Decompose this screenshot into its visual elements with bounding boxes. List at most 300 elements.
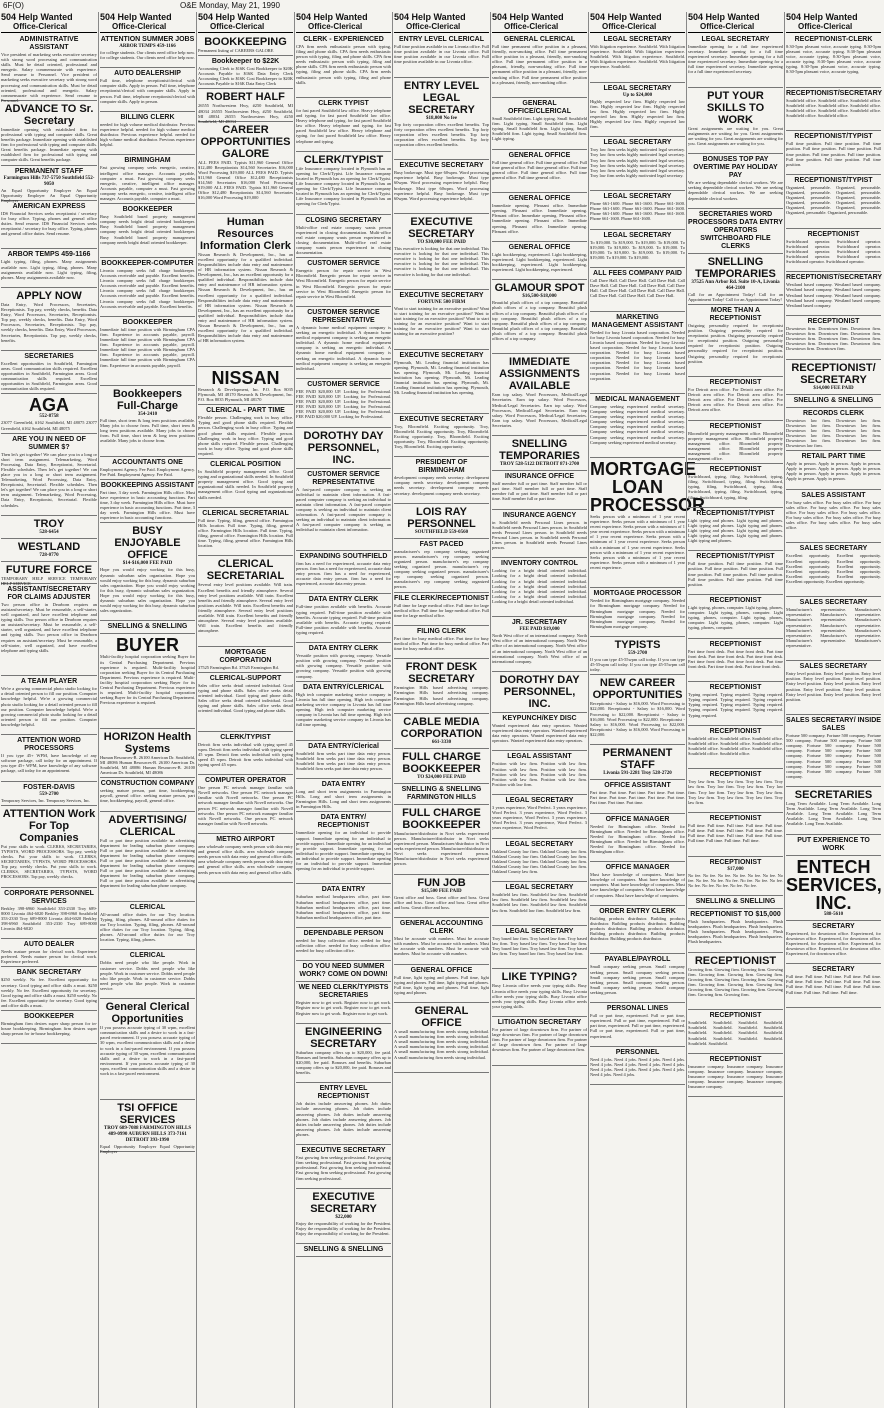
ad-body: ALL FEES PAID. Typists $11,960 General Office $12,480 Receptionists $14,560 Secretaries $16,000 Word Processing $19,000 ALL FEES PAID. Typists $11,960 General Office $12,480 Receptionists $14,560 Secretaries $16,000 Word Processing $19,000 ALL FEES PAID. Typists $11,960 General Office $12,480 Receptionists $14,560 Secretaries $16,000 Word Processing $19,000 xyxy=(198,159,293,201)
ad-body: Farmington Hills based advertising company. Farmington Hills based advertising company. Farmington Hills based advertising company. Farmington Hills based advertising company. xyxy=(394,685,489,706)
ad-headline: CLERK/TYPIST xyxy=(220,733,271,741)
ad-body: A fast-paced computer company is seeking an individual to maintain client information. A fast-paced computer company is seeking an individual to maintain client information. A fast-paced computer company is seeking an individual to maintain client information. A fast-paced computer company is seeking an individual to maintain client information. A fast-paced computer company is seeking an individual to maintain client information. xyxy=(296,486,391,533)
ad-headline: BILLING CLERK xyxy=(120,113,175,121)
ad-body: Plymouth, Mi. Leading financial institution has opening. Plymouth, Mi. Leading financial institution has opening. Plymouth, Mi. Leading financial institution has opening. Plymouth, Mi. Leading financial institution has opening. Plymouth, Mi. Leading financial institution has opening. Plymouth, Mi. Leading financial institution has opening. xyxy=(394,359,489,396)
ad-headline: RECEPTIONIST xyxy=(709,640,762,648)
ad-headline: RECEPTIONIST-CLERK xyxy=(794,36,873,43)
ad-contact: 559-2700 xyxy=(627,651,648,657)
ad-body: Position with law firm. Position with law firm. Position with law firm. Position with law firm. Position with law firm. Position with law firm. Position with law firm. Position with law firm. Position with law firm. xyxy=(492,761,587,787)
classified-ad xyxy=(394,35,489,78)
classified-ad xyxy=(394,715,489,749)
classified-ad xyxy=(296,813,391,884)
ad-headline: GENERAL OFFICE xyxy=(410,966,473,974)
classified-ad xyxy=(394,660,489,714)
ad-headline: PUT EXPERIENCE TO WORK xyxy=(797,836,870,852)
ad-body: An Equal Opportunity Employer An Equal Opportunity Employer An Equal Opportunity Employer xyxy=(1,187,97,203)
classified-ad xyxy=(100,458,195,480)
section-title: 504 Help Wanted xyxy=(296,12,368,22)
ad-headline: ARBOR TEMPS 459-1166 xyxy=(7,251,91,259)
classified-ad xyxy=(688,683,783,726)
ad-headline: LITIGATION SECRETARY xyxy=(497,1019,582,1026)
classified-ad xyxy=(786,361,881,395)
classified-ad xyxy=(394,215,489,290)
section-heading xyxy=(296,12,391,33)
ad-body: Immediate opening with established firm for professional with typing and computer skills. Great benefits package. Immediate opening with established firm for professional with typing and computer skills. Great benefits package. Immediate opening with established firm for professional with typing and computer skills. Great benefits package. xyxy=(1,126,97,163)
classified-ad xyxy=(590,269,685,312)
ad-body: Full time. Full time. Full time. Full time. Full time. Full time. Full time. Full time. Full time. Full time. Full time. Full time. Full time. Full time. Full time. Full time. Full time. Full time. Full time. xyxy=(786,974,881,995)
ad-headline: CLERICAL-SUPPORT xyxy=(209,674,282,682)
ad-body: For busy sales office. For busy sales office. For busy sales office. For busy sales office. For busy sales office. For busy sales office. For busy sales office. For busy sales office. For busy sales office. For busy sales office. For busy sales office. For busy sales office. xyxy=(786,499,881,531)
classified-ad xyxy=(688,378,783,421)
ad-body: Light bookkeeping, experienced. Light bookkeeping, experienced. Light bookkeeping, experienced. Light bookkeeping, experienced. Light bookkeeping, experienced. Light bookkeeping, experienced. xyxy=(492,251,587,273)
ad-body: Job duties include answering phones. Job duties include answering phones. Job duties include answering phones. Job duties include answering phones. Job duties include answering phones. Job duties include answering phones. Job duties include answering phones. Job duties include answering phones. xyxy=(296,1101,391,1137)
ad-headline: BIRMINGHAM xyxy=(124,157,171,165)
classified-ad xyxy=(492,970,587,1017)
classified-column xyxy=(784,12,882,1408)
ad-body: Phone 661-1600. Phone 661-1600. Phone 661-1600. Phone 661-1600. Phone 661-1600. Phone 661-1600. Phone 661-1600. Phone 661-1600. Phone 661-1600. Phone 661-1600. Phone 661-1600. xyxy=(590,201,685,222)
classified-ad xyxy=(100,35,195,68)
classified-ad xyxy=(198,215,293,367)
ad-body: Two person office in Dearborn requires an assistant/secretary. Must be reasonable, a self-starter, well organized, and have excellent telephone and typing skills. Two person office in Dearborn requires an assistant/secretary. Must be reasonable, a self-starter, well organized, and have excellent telephone and typing skills. Two person office in Dearborn requires an assistant/secretary. Must be reasonable, a self-starter, well organized, and have excellent telephone and typing skills. xyxy=(1,601,97,653)
ad-headline: GENERAL ACCOUNTING CLERK xyxy=(399,920,484,936)
ad-headline: SECRETARY xyxy=(812,966,855,974)
ad-headline: PAYABLE/PAYROLL xyxy=(604,956,671,964)
ad-body: for college students. Our clients need office help now. for college students. Our clients need office help now. xyxy=(100,50,195,61)
ad-contact: TO $24,000 FEE PAID xyxy=(417,774,466,780)
ad-headline: RECEPTIONIST xyxy=(709,422,762,430)
section-subtitle: Office-Clerical xyxy=(13,22,68,31)
ad-headline: JR. SECRETARY xyxy=(511,619,568,627)
ad-body: Manufacturer's representative. Manufacturer's representative. Manufacturer's representative. Manufacturer's representative. Manufacturer's representative. Manufacturer's representative. Manufacturer's representative. Manufacturer's representative. Manufacturer's representative. Manufacturer's representative. Manufacturer's representative. xyxy=(786,607,881,648)
classified-ad xyxy=(492,927,587,970)
ad-headline: CLERICAL xyxy=(129,952,166,960)
ad-headline: CUSTOMER SERVICE REPRESENTATIVE xyxy=(307,470,380,486)
ad-headline: DOROTHY DAY PERSONNEL, INC. xyxy=(303,429,384,466)
ad-headline: RECEPTIONIST xyxy=(807,230,860,238)
ad-body: Southfield office. Southfield office. Southfield office. Southfield office. Southfield office. Southfield office. Southfield office. Southfield office. Southfield office. Southfield office. Southfield office. xyxy=(786,97,881,119)
ad-headline: KEYPUNCH/KEY DISC xyxy=(502,714,577,722)
classified-ad xyxy=(296,742,391,780)
classified-ad xyxy=(296,885,391,928)
ad-body: Enjoy the responsibility of working for the President. Enjoy the responsibility of working for the President. Enjoy the responsibility of working for the President. xyxy=(296,1220,391,1236)
ad-headline: RECEPTIONIST xyxy=(709,1055,762,1063)
classified-ad xyxy=(198,460,293,508)
ad-headline: LEGAL ASSISTANT xyxy=(507,753,572,761)
ad-body: Energetic person for repair service in West Bloomfield. Energetic person for repair service in West Bloomfield. Energetic person for repair service in West Bloomfield. Energetic person for repair service in West Bloomfield. Energetic person for repair service in West Bloomfield. xyxy=(296,268,391,299)
classified-ad xyxy=(688,640,783,683)
ad-body: Oakland County law firm. Oakland County law firm. Oakland County law firm. Oakland County law firm. Oakland County law firm. Oakland County law firm. Oakland County law firm. Oakland County law firm. Oakland County law firm. xyxy=(492,848,587,874)
classified-ad xyxy=(590,35,685,83)
classified-ad xyxy=(100,205,195,258)
ad-headline: PUT YOUR SKILLS TO WORK xyxy=(706,89,765,126)
ad-headline: FUN JOB xyxy=(417,876,466,889)
ad-body: For Detroit area office. For Detroit area office. For Detroit area office. For Detroit area office. For Detroit area office. For Detroit area office. For Detroit area office. For Detroit area office. For Detroit area office. xyxy=(688,386,783,413)
ad-headline: EXECUTIVE SECRETARY xyxy=(399,415,484,423)
classified-ad xyxy=(688,155,783,209)
ad-body: Full time for large medical office. Full time for large medical office. Full time for large medical office. Full time for large medical office. xyxy=(394,602,489,618)
ad-body: Need 4 jobs. Need 4 jobs. Need 4 jobs. Need 4 jobs. Need 4 jobs. Need 4 jobs. Need 4 jobs. Need 4 jobs. Need 4 jobs. Need 4 jobs. Need 4 jobs. Need 4 jobs. Need 4 jobs. Need 4 jobs. xyxy=(590,1056,685,1078)
ad-contact: $16,500-$18,000 xyxy=(522,294,557,300)
classified-ad xyxy=(394,806,489,875)
classified-ad xyxy=(296,683,391,741)
ad-headline: SECRETARY xyxy=(812,922,855,930)
ad-headline: ADVANCE TO Sr. Secretary xyxy=(4,102,94,127)
ad-headline: ENTECH SERVICES, INC. xyxy=(786,856,882,913)
ad-headline: ATTENTION Work For Top Companies xyxy=(2,807,96,844)
ad-headline: ORDER ENTRY CLERK xyxy=(599,907,676,915)
ad-headline: RECEPTIONIST/TYPIST xyxy=(794,133,873,141)
ad-headline: TYPISTS xyxy=(614,639,661,652)
ad-headline: ENTRY LEVEL CLERICAL xyxy=(398,36,485,43)
ad-body: Berkley 398-6960 Southfield 353-2330 Troy 689-8000 Livonia 464-6020 Berkley 398-6960 Southfield 353-2330 Troy 689-8000 Livonia 464-6020 Berkley 398-6960 Southfield 353-2330 Troy 689-8000 Livonia 464-6020 xyxy=(1,905,97,931)
ad-body: Versatile position with growing company. Versatile position with growing company. Versatile position with growing company. Versatile position with growing company. Versatile position with growing company. xyxy=(296,653,391,679)
ad-body: Great office and boss. Great office and boss. Great office and boss. Great office and boss. Great office and boss. Great office and boss. xyxy=(394,894,489,910)
ad-headline: RECEPTIONIST xyxy=(709,596,762,604)
ad-contact: $18,000 No fee xyxy=(426,115,457,121)
section-subtitle: Office-Clerical xyxy=(602,22,657,31)
ad-body: Call for an Appointment Today! Call for an Appointment Today! Call for an Appointment Today! xyxy=(688,291,783,302)
ad-headline: SNELLING TEMPORARIES xyxy=(695,255,776,280)
classified-ad xyxy=(786,273,881,316)
ad-body: Want to start training for an executive position? Want to start training for an executive position? Want to start training for an executive position? Want to start training for an executive position? Want to start training for an executive position? Want to start training for an executive position? xyxy=(394,305,489,337)
classified-ad xyxy=(1,435,97,516)
ad-body: $250 weekly. No fee. Excellent opportunity for secretary. Good typing and office skills a must. $250 weekly. No fee. Excellent opportunity for secretary. Good typing and office skills a must. $250 weekly. No fee. Excellent opportunity for secretary. Good typing and office skills a must. xyxy=(1,977,97,1008)
classified-ad xyxy=(688,814,783,857)
ad-body: Full time, light typing and phones. Full time, light typing and phones. Full time, light typing and phones. Full time, light typing and phones. Full time, light typing and phones. xyxy=(394,974,490,995)
classified-ad xyxy=(394,291,489,350)
ad-body: for fast paced Southfield law office. Heavy telephone and typing. for fast paced Southfield law office. Heavy telephone and typing. for fast paced Southfield law office. Heavy telephone and typing. for fast paced Southfield law office. Heavy telephone and typing. for fast paced Southfield law office. Heavy telephone and typing. xyxy=(296,108,391,144)
ad-body: in Southfield needs Personal Lines person. in Southfield needs Personal Lines person. in Southfield needs Personal Lines person. in Southfield needs Personal Lines person. in Southfield needs Personal Lines person. in Southfield needs Personal Lines person. xyxy=(492,519,587,551)
ad-headline: EXECUTIVE SECRETARY xyxy=(399,351,484,359)
classified-ad xyxy=(296,99,391,152)
classified-ad xyxy=(590,458,706,588)
classified-column xyxy=(392,12,490,1408)
classified-ad xyxy=(786,317,881,360)
ad-body: Multi-facility hospital corporation seeking Buyer for its Central Purchasing Department. Previous experience is required. Multi-facility hospital corporation seeking Buyer for its Central Purchasing Department. Previous experience is required. Multi-facility hospital corporation seeking Buyer for its Central Purchasing Department. Previous experience is required. Multi-facility hospital corporation seeking Buyer for its Central Purchasing Department. Previous experience is required. xyxy=(100,654,195,706)
ad-body: We're a growing commercial photo studio looking for a detail oriented person to fill our position. Computer knowledge helpful. We're a growing commercial photo studio looking for a detail oriented person to fill our position. Computer knowledge helpful. We're a growing commercial photo studio looking for a detail oriented person to fill our position. Computer knowledge helpful. xyxy=(1,686,97,727)
ad-contact: SOUTHFIELD 559-0560 xyxy=(414,529,469,535)
ad-body: Downtown firm. Downtown firm. Downtown firm. Downtown firm. Downtown firm. Downtown firm. Downtown firm. Downtown firm. Downtown firm. Downtown firm. Downtown firm. Downtown firm. Downtown firm. Downtown firm. xyxy=(786,325,881,352)
classified-ad xyxy=(100,779,195,811)
ad-headline: CLOSING SECRETARY xyxy=(305,216,382,224)
ad-body: Busy brokerage. Must type 60wpm. Word processing experience helpful. Busy brokerage. Must type 60wpm. Word processing experience helpful. Busy brokerage. Must type 60wpm. Word processing experience helpful. Busy brokerage. Must type 60wpm. Word processing experience helpful. xyxy=(394,170,489,201)
ad-headline: SNELLING & SNELLING xyxy=(695,897,776,905)
classified-ad xyxy=(1,250,97,288)
section-title: 504 Help Wanted xyxy=(100,12,172,22)
classified-ad xyxy=(492,281,587,354)
section-title: 504 Help Wanted xyxy=(1,12,73,22)
ad-body: Insurance company. Insurance company. Insurance company. Insurance company. Insurance company. Insurance company. Insurance company. Insurance company. Insurance company. Insurance company. Insurance company. xyxy=(688,1063,783,1090)
ad-body: Downtown law firm. Downtown law firm. Downtown law firm. Downtown law firm. Downtown law firm. Downtown law firm. Downtown law firm. Downtown law firm. Downtown law firm. Downtown law firm. Downtown law firm. xyxy=(786,417,881,449)
ad-headline: SNELLING TEMPORARIES xyxy=(499,438,580,463)
ad-body: Troy law firm seeks highly motivated legal secretary. Troy law firm seeks highly motivated legal secretary. Troy law firm seeks highly motivated legal secretary. Troy law firm seeks highly motivated legal secretary. Troy law firm seeks highly motivated legal secretary. Troy law firm seeks highly motivated legal secretary. xyxy=(590,147,685,178)
classified-ad xyxy=(492,883,587,926)
ad-headline: CUSTOMER SERVICE REPRESENTATIVE xyxy=(307,308,380,324)
classified-ad xyxy=(296,1146,391,1189)
classified-ad xyxy=(296,380,391,428)
ad-body: Data Entry, Word Processors, Secretaries, Receptionists. Top pay, weekly checks, benefits. Data Entry, Word Processors, Secretaries, Receptionists. Top pay, weekly checks, benefits. Data Entry, Word Processors, Secretaries, Receptionists. Top pay, weekly checks, benefits. Data Entry, Word Processors, Secretaries, Receptionists. Top pay, weekly checks, benefits. xyxy=(1,301,97,343)
classified-ad xyxy=(394,785,489,805)
ad-body: North West office of an international company. North West office of an international company. North West office of an international company. North West office of an international company. North West office of an international company. North West office of an international company. xyxy=(492,633,587,664)
ad-body: Southfield. Southfield. Southfield. Southfield. Southfield. Southfield. Southfield. Southfield. Southfield. Southfield. Southfield. Southfield. Southfield. Southfield. Southfield. Southfield. Southfield. Southfield. xyxy=(688,1020,783,1046)
classified-ad xyxy=(198,776,293,834)
ad-contact: $14-$16,000 FEE PAID xyxy=(122,561,173,567)
ad-headline: BOOKKEEPER xyxy=(122,206,173,214)
ad-headline: EXECUTIVE SECRETARY xyxy=(399,291,484,299)
ad-body: Flexible person. Challenging work in busy office. Typing and good phone skills required. Flexible person. Challenging work in busy office. Typing and good phone skills required. Flexible person. Challenging work in busy office. Typing and good phone skills required. Flexible person. Challenging work in busy office. Typing and good phone skills required. xyxy=(198,415,293,456)
section-subtitle: Office-Clerical xyxy=(112,22,167,31)
classified-ad xyxy=(786,598,881,661)
ad-body: Dobbs need people who like people. Work in customer service. Dobbs need people who like people. Work in customer service. Dobbs need people who like people. Work in customer service. Dobbs need people who like people. Work in customer service. xyxy=(100,960,195,991)
ad-headline: BOOKKEEPING xyxy=(204,36,287,48)
ad-body: Full-time position available with benefits. Accurate typing required. Full-time position available with benefits. Accurate typing required. Full-time position available with benefits. Accurate typing required. Full-time position available with benefits. Accurate typing required. xyxy=(296,604,391,635)
ad-body: Full time position. Full time position. Full time position. Full time position. Full time position. Full time position. Full time position. Full time position. Full time position. Full time position. Full time position. xyxy=(786,141,881,167)
ad-body: IDS Financial Services seeks receptionist / secretary for busy office. Typing, phones and general office duties. Send resume. IDS Financial Services seeks receptionist / secretary for busy office. Typing, phones and general office duties. Send resume. xyxy=(1,210,97,237)
ad-body: Manufacturer/distributor in Novi seeks experienced person. Manufacturer/distributor in Novi seeks experienced person. Manufacturer/distributor in Novi seeks experienced person. Manufacturer/distributor in Novi seeks experienced person. Manufacturer/distributor in Novi seeks experienced person. xyxy=(394,830,489,867)
classified-ad xyxy=(688,1011,783,1054)
ad-headline: CLERICAL SECRETARIAL xyxy=(202,509,289,517)
ad-headline: A TEAM PLAYER xyxy=(20,678,78,686)
ad-headline: BUSY ENJOYABLE OFFICE xyxy=(114,525,181,562)
classified-ad xyxy=(492,194,587,242)
ad-body: Immediate opening for an individual to provide support. Immediate opening for an individual to provide support. Immediate opening for an individual to provide support. Immediate opening for an individual to provide support. Immediate opening for an individual to provide support. Immediate opening for an individual to provide support. Immediate opening for an individual to provide support. xyxy=(296,830,391,872)
ad-body: Immediate opening. Pleasant office. Immediate opening. Pleasant office. Immediate opening. Pleasant office. Immediate opening. Pleasant office. Immediate opening. Pleasant office. Immediate opening. Pleasant office. Immediate opening. Pleasant office. xyxy=(492,203,587,234)
ad-headline: RECEPTIONIST xyxy=(694,954,777,967)
classified-ad xyxy=(590,1048,685,1086)
ad-body: Seeks person with a minimum of 1 year recent experience. Seeks person with a minimum of 1 year recent experience. Seeks person with a minimum of 1 year recent experience. Seeks person with a minimum of 1 year recent experience. Seeks person with a minimum of 1 year recent experience. Seeks person with a minimum of 1 year recent experience. Seeks person with a minimum of 1 year recent experience. Seeks person with a minimum of 1 year recent experience. Seeks person with a minimum of 1 year recent experience. xyxy=(590,513,685,570)
classified-ad xyxy=(296,1245,391,1257)
classified-ad xyxy=(100,156,195,204)
ad-headline: RECEPTIONIST xyxy=(807,317,860,325)
classified-ad xyxy=(394,505,489,539)
classified-ad xyxy=(590,313,685,394)
ad-body: This executive is looking for that one individual. This executive is looking for that one individual. This executive is looking for that one individual. This executive is looking for that one individual. This executive is looking for that one individual. This executive is looking for that one individual. xyxy=(394,246,489,277)
ad-headline: SNELLING & SNELLING FARMINGTON HILLS xyxy=(401,785,482,801)
ad-headline: FUTURE FORCE xyxy=(5,563,93,576)
ad-headline: RECEPTIONIST xyxy=(709,378,762,386)
classified-ad xyxy=(786,176,881,229)
ad-headline: RETAIL PART TIME xyxy=(801,453,866,461)
ad-body: Needed for busy Livonia based corporation. Needed for busy Livonia based corporation. Needed for busy Livonia based corporation. Needed for busy Livonia based corporation. Needed for busy Livonia based corporation. Needed for busy Livonia based corporation. Needed for busy Livonia based corporation. Needed for busy Livonia based corporation. Needed for busy Livonia based corporation. Needed for busy Livonia based corporation. xyxy=(590,329,685,381)
classified-ad xyxy=(492,673,587,713)
ad-headline: LEGAL SECRETARY xyxy=(603,84,672,92)
ad-body: If you can type 45-55wpm call today. If you can type 45-55wpm call today. If you can type 45-55wpm call today. xyxy=(590,657,685,673)
ad-body: Southfield office. Southfield office. Southfield office. Southfield office. Southfield office. Southfield office. Southfield office. Southfield office. Southfield office. Southfield office. Southfield office. xyxy=(688,735,783,757)
classified-ad xyxy=(296,216,391,259)
ad-body: Light typing and phones. Light typing and phones. Light typing and phones. Light typing and phones. Light typing and phones. Light typing and phones. Light typing and phones. Light typing and phones. Light typing and phones. xyxy=(688,517,783,544)
ad-contact: TO $30,000 FEE PAID xyxy=(417,240,466,246)
classified-ad xyxy=(296,308,391,379)
ad-body: Small Southfield firm. Light typing. Small Southfield firm. Light typing. Small Southfield firm. Light typing. Small Southfield firm. Light typing. Small Southfield firm. Light typing. Small Southfield firm. Light typing. xyxy=(492,116,587,142)
ad-headline: ATTENTION SUMMER JOBS xyxy=(100,36,195,43)
ad-body: A small manufacturing firm needs strong individual. A small manufacturing firm needs strong individual. A small manufacturing firm needs strong individual. A small manufacturing firm needs strong individual. A small manufacturing firm needs strong individual. A small manufacturing firm needs strong individual. xyxy=(394,1029,489,1060)
ad-headline: DEPENDABLE PERSON xyxy=(303,930,384,937)
ad-headline: DO YOU NEED SUMMER WORK? COME ON DOWN! xyxy=(299,963,388,979)
ad-headline: INSURANCE OFFICE xyxy=(504,473,575,481)
ad-headline: OFFICE MANAGER xyxy=(605,864,670,872)
ad-body: Entry level position. Entry level position. Entry level position. Entry level position. Entry level position. Entry level position. Entry level position. Entry level position. Entry level position. Entry level position. Entry level position. Entry level position. Entry level position. xyxy=(786,671,881,702)
classified-ad xyxy=(1,102,97,166)
ad-headline: GENERAL CLERICAL xyxy=(503,36,576,43)
section-subtitle: Office-Clerical xyxy=(308,22,363,31)
classified-ad xyxy=(492,840,587,883)
ad-body: Research & Development, Inc. P.O. Box 8035 Plymouth, MI 48170 Research & Development, Inc. P.O. Box 8035 Plymouth, MI 48170 xyxy=(198,386,293,403)
classified-ad xyxy=(100,730,195,778)
section-title: 504 Help Wanted xyxy=(198,12,270,22)
ad-body: Detroit firm seeks individual with typing speed 45 wpm. Detroit firm seeks individual with typing speed 45 wpm. Detroit firm seeks individual with typing speed 45 wpm. Detroit firm seeks individual with typing speed 45 wpm. xyxy=(198,741,293,767)
ad-headline: PERMANENT STAFF xyxy=(14,167,84,175)
section-title: 504 Help Wanted xyxy=(590,12,662,22)
ad-headline: GENERAL OFFICE xyxy=(508,243,571,251)
ad-contact: $14,000 FEE PAID xyxy=(813,385,854,391)
classified-ad xyxy=(100,903,195,951)
ad-headline: CLERICAL POSITION xyxy=(210,461,281,469)
ad-body: If you type 45+ WPM, have knowledge of any software package, call today for an appointment. If you type 45+ WPM, have knowledge of any software package, call today for an appointment. xyxy=(1,753,97,774)
ad-headline: PERMANENT STAFF xyxy=(602,747,673,772)
ad-body: Light typing, phones, computer. Light typing, phones, computer. Light typing, phones, computer. Light typing, phones, computer. Light typing, phones, computer. Light typing, phones, computer. Light typing, phones, computer. xyxy=(688,604,783,631)
ad-headline: CAREER OPPORTUNITIES GALORE xyxy=(200,123,291,160)
ad-headline: BOOKKEEPING ASSISTANT xyxy=(100,481,195,489)
classified-ad xyxy=(688,1055,783,1098)
classified-ad xyxy=(786,491,881,544)
classified-ad xyxy=(100,113,195,156)
ad-headline: EXECUTIVE SECRETARY xyxy=(399,162,484,170)
ad-headline: ALL FEES COMPANY PAID xyxy=(593,270,682,278)
ad-headline: CONSTRUCTION COMPANY xyxy=(100,780,195,788)
ad-contact: Up to $24,000 xyxy=(622,92,653,98)
ad-headline: DATA ENTRY CLERK xyxy=(308,645,379,653)
section-title: 504 Help Wanted xyxy=(394,12,466,22)
classified-ad xyxy=(786,857,881,921)
ad-headline: OFFICE ASSISTANT xyxy=(604,782,671,790)
ad-body: Full or part time, experienced. Full or part time, experienced. Full or part time, experienced. Full or part time, experienced. Full or part time, experienced. Full or part time, experienced. Full or part time, experienced. xyxy=(590,1013,685,1039)
classified-ad xyxy=(198,835,293,883)
classified-ad xyxy=(786,396,881,408)
classified-ad xyxy=(590,638,685,675)
ad-headline: FULL CHARGE BOOKKEEPER xyxy=(402,750,481,775)
classified-ad xyxy=(786,922,881,965)
classified-ad xyxy=(492,1018,587,1066)
classified-ad xyxy=(590,781,685,813)
classified-ad xyxy=(198,368,293,405)
classified-ad xyxy=(590,231,685,269)
ad-headline: GENERAL OFFICE/CLERICAL xyxy=(508,100,571,115)
classified-ad xyxy=(100,481,195,524)
ad-body: Then let's get together! We can place you in a long or short term assignment. Telemarketing, Word Processing, Data Entry, Receptionist, Secretarial. Flexible schedules. Then let's get together! We can place you in a long or short term assignment. Telemarketing, Word Processing, Data Entry, Receptionist, Secretarial. Flexible schedules. Then let's get together! We can place you in a long or short term assignment. Telemarketing, Word Processing, Data Entry, Receptionist, Secretarial. Flexible schedules. xyxy=(1,451,97,508)
classified-ad xyxy=(786,35,881,88)
ad-body: Experienced, for downtown office. Experienced, for downtown office. Experienced, for downtown office. Experienced, for downtown office. Experienced, for downtown office. Experienced, for downtown office. Experienced, for downtown office. xyxy=(786,930,881,957)
ad-body: Long Term Available. Long Term Available. Long Term Available. Long Term Available. Long Term Available. Long Term Available. Long Term Available. Long Term Available. Long Term Available. Long Term Available. xyxy=(786,801,881,827)
classified-ad xyxy=(296,962,391,982)
ad-headline: MEDICAL MANAGEMENT xyxy=(595,395,680,403)
ad-body: For partner of large downtown firm. For partner of large downtown firm. For partner of large downtown firm. For partner of large downtown firm. For partner of large downtown firm. For partner of large downtown firm. For partner of large downtown firm. xyxy=(492,1027,587,1053)
classified-ad xyxy=(1,736,97,782)
ad-headline: LEGAL SECRETARY xyxy=(505,840,574,848)
ad-headline: RECEPTIONIST/SECRETARY xyxy=(786,89,883,97)
ad-body: Suburban medical headquarters office, part time. Suburban medical headquarters office, part time. Suburban medical headquarters office, part time. Suburban medical headquarters office, part time. Suburban medical headquarters office, part time. xyxy=(296,894,391,920)
ad-headline: CLERICAL xyxy=(129,903,166,911)
classified-ad xyxy=(100,1000,195,1099)
ad-headline: AUTO DEALERSHIP xyxy=(114,70,181,78)
classified-ad xyxy=(296,470,391,551)
classified-ad xyxy=(688,422,783,465)
ad-headline: RECEPTIONIST xyxy=(709,771,762,779)
ad-body: Immediate full time position with Birmingham CPA firm. Experience in accounts payable, payroll. Immediate full time position with Birmingham CPA firm. Experience in accounts payable, payroll. Immediate full time position with Birmingham CPA firm. Experience in accounts payable, payroll. Immediate full time position with Birmingham CPA firm. Experience in accounts payable, payroll. xyxy=(100,326,195,368)
classified-ad xyxy=(1,807,97,888)
ad-body: Wanted experienced data entry operators. Wanted experienced data entry operators. Wanted experienced data entry operators. Wanted experienced data entry operators. Wanted experienced data entry operators. xyxy=(492,722,587,744)
classified-ad xyxy=(1,783,97,806)
ad-headline: SECRETARIES WORD PROCESSORS DATA ENTRY OPERATORS SWITCHBOARD FILE CLERKS xyxy=(688,210,783,250)
ad-headline: BUYER xyxy=(115,635,179,656)
ad-headline: SNELLING & SNELLING xyxy=(793,396,874,404)
ad-headline: FOSTER-DAVIS xyxy=(23,783,75,791)
ad-headline: CLERK TYPIST xyxy=(318,100,369,107)
classified-ad xyxy=(1,940,97,967)
ad-body: Earn top salary. Word Processors, Medical/Legal Secretaries. Earn top salary. Word Processors, Medical/Legal Secretaries. Earn top salary. Word Processors, Medical/Legal Secretaries. Earn top salary. Word Processors, Medical/Legal Secretaries. Earn top salary. Word Processors, Medical/Legal Secretaries. xyxy=(492,392,587,428)
ad-body: Looking for a bright detail oriented individual. Looking for a bright detail oriented individual. Looking for a bright detail oriented individual. Looking for a bright detail oriented individual. Looking for a bright detail oriented individual. Looking for a bright detail oriented individual. Looking for a bright detail oriented individual. xyxy=(492,568,587,604)
classified-ad xyxy=(688,306,783,377)
ad-headline: DATA ENTRY xyxy=(321,781,366,789)
ad-headline: SALES SECRETARY xyxy=(799,663,868,671)
ad-headline: LEGAL SECRETARY xyxy=(603,193,672,201)
ad-body: Human Resources-B. 26100 American Dr. Southfield, MI 48086 Human Resources-B. 26100 American Dr. Southfield, MI 48086 Human Resources-B. 26100 American Dr. Southfield, MI 48086 xyxy=(100,754,195,776)
classified-ad xyxy=(100,387,195,457)
ad-body: area wholesale company needs person with data entry and general office skills. area wholesale company needs person with data entry and general office skills. area wholesale company needs person with data entry and general office skills. area wholesale company needs person with data entry and general office skills. xyxy=(198,844,293,875)
ad-headline: RECEPTIONIST TO $15,000 xyxy=(690,910,781,918)
ad-body: Troy law firm. Troy law firm. Troy law firm. Troy law firm. Troy law firm. Troy law firm. Troy law firm. Troy law firm. Troy law firm. Troy law firm. Troy law firm. Troy law firm. Troy law firm. Troy law firm. xyxy=(688,779,783,805)
ad-contact: 552-8758 xyxy=(39,414,59,420)
ad-body: Busy Southfield based property management company needs bright detail oriented bookkeeper. Busy Southfield based property management company needs bright detail oriented bookkeeper. Busy Southfield based property management company needs bright detail oriented bookkeeper. xyxy=(100,214,195,245)
ad-body: Beautiful plush offices of a top company. Beautiful plush offices of a top company. Beautiful plush offices of a top company. Beautiful plush offices of a top company. Beautiful plush offices of a top company. Beautiful plush offices of a top company. Beautiful plush offices of a top company. Beautiful plush offices of a top company. Beautiful plush offices of a top company. xyxy=(492,300,587,342)
ad-body: firm has a need for experienced, accurate data entry person. firm has a need for experienced, accurate data entry person. firm has a need for experienced, accurate data entry person. firm has a need for experienced, accurate data entry person. xyxy=(296,560,391,587)
classified-ad xyxy=(590,676,685,745)
ad-body: Small company seeking person. Small company seeking person. Small company seeking person. Small company seeking person. Small company seeking person. Small company seeking person. Small company seeking person. Small company seeking person. xyxy=(590,964,685,995)
ad-body: Life Insurance company located in Plymouth has an opening for Clerk/Typist. Life Insurance company located in Plymouth has an opening for Clerk/Typist. Life Insurance company located in Plymouth has an opening for Clerk/Typist. Life Insurance company located in Plymouth has an opening for Clerk/Typist. Life Insurance company located in Plymouth has an opening for Clerk/Typist. xyxy=(296,165,391,207)
ad-headline: NISSAN xyxy=(211,367,280,388)
ad-body: With litigation experience. Southfield. With litigation experience. Southfield. With litigation experience. Southfield. With litigation experience. Southfield. With litigation experience. Southfield. With litigation experience. Southfield. xyxy=(590,44,685,70)
ad-body: Fast growing firm seeking professional. Fast growing firm seeking professional. Fast growing firm seeking professional. Fast growing firm seeking professional. Fast growing firm seeking professional. Fast growing firm seeking professional. xyxy=(296,1155,391,1181)
classified-ad xyxy=(1,517,97,539)
ad-contact: ARBOR TEMPS 459-1166 xyxy=(119,44,176,49)
classified-ad xyxy=(590,84,685,138)
ad-body: Birmingham firm desires super sharp person for in-house bookkeeping. Birmingham firm desires super sharp person for in-house bookkeeping. xyxy=(1,1021,97,1037)
classified-ad xyxy=(786,836,881,856)
classified-ad xyxy=(492,796,587,839)
classified-ad xyxy=(1,202,97,250)
ad-body: Several entry level positions available. Will train. Excellent benefits and friendly atmosphere. Several entry level positions available. Will train. Excellent benefits and friendly atmosphere. Several entry level positions available. Will train. Excellent benefits and friendly atmosphere. Several entry level positions available. Will train. Excellent benefits and friendly atmosphere. Several entry level positions available. Will train. Excellent benefits and friendly atmosphere. xyxy=(198,582,293,634)
ad-headline: RECEPTIONIST xyxy=(709,814,762,822)
ad-headline: RECEPTIONIST/TYPIST xyxy=(696,509,775,517)
ad-headline: METRO AIRPORT xyxy=(216,836,275,844)
ad-body: Employment Agency. Fee Paid. Employment Agency. Fee Paid. Employment Agency. Fee Paid. xyxy=(100,466,195,477)
ad-headline: Bookkeeper to $22K xyxy=(211,58,280,66)
ad-headline: COMPUTER OPERATOR xyxy=(204,777,287,785)
classified-ad xyxy=(492,559,587,617)
ad-body: Nissan Research & Development, Inc., has an excellent opportunity for a qualified individual. Responsibilities include data entry and maintenance of HR information system. Nissan Research & Development, Inc., has an excellent opportunity for a qualified individual. Responsibilities include data entry and maintenance of HR information system. Nissan Research & Development, Inc., has an excellent opportunity for a qualified individual. Responsibilities include data entry and maintenance of HR information system. Nissan Research & Development, Inc., has an excellent opportunity for a qualified individual. Responsibilities include data entry and maintenance of HR information system. Nissan Research & Development, Inc., has an excellent opportunity for a qualified individual. Responsibilities include data entry and maintenance of HR information system. xyxy=(198,251,293,344)
classified-ad xyxy=(786,716,881,787)
ad-headline: TSI OFFICE SERVICES xyxy=(117,1101,178,1126)
ad-headline: ASSISTANT/SECRETARY FOR CLAIMS ADJUSTER xyxy=(7,585,91,601)
classified-ad xyxy=(786,132,881,175)
ad-body: Troy based law firm. Troy based law firm. Troy based law firm. Troy based law firm. Troy based law firm. Troy based law firm. Troy based law firm. Troy based law firm. Troy based law firm. Troy based law firm. xyxy=(492,935,587,957)
classified-ad xyxy=(100,259,195,317)
ad-body: Full time, telephone receptionist/clerical with computer skills. Apply in person. Full time, telephone receptionist/clerical with computer skills. Apply in person. Full time, telephone receptionist/clerical with computer skills. Apply in person. xyxy=(100,78,195,104)
ad-headline: EXPANDING SOUTHFIELD xyxy=(299,552,388,560)
classified-ad xyxy=(394,919,489,965)
ad-body: Excellent opportunities in Southfield, Farmington areas. Good communication skills required. Excellent opportunities in Southfield, Farmington areas. Good communication skills required. Excellent opportunities in Southfield, Farmington areas. Good communication skills required. xyxy=(1,360,97,392)
ad-body: Accounting Clerk to $16K Cost Bookkeeper to $20K Accounts Payable to $16K Data Entry Clerk Accounting Clerk to $16K Cost Bookkeeper to $20K Accounts Payable to $16K Data Entry Clerk xyxy=(198,66,293,87)
ad-body: 8:30-5pm pleasant voice, accurate typing. 8:30-5pm pleasant voice, accurate typing. 8:30-5pm pleasant voice, accurate typing. 8:30-5pm pleasant voice, accurate typing. 8:30-5pm pleasant voice, accurate typing. 8:30-5pm pleasant voice, accurate typing. 8:30-5pm pleasant voice, accurate typing. xyxy=(786,44,881,75)
